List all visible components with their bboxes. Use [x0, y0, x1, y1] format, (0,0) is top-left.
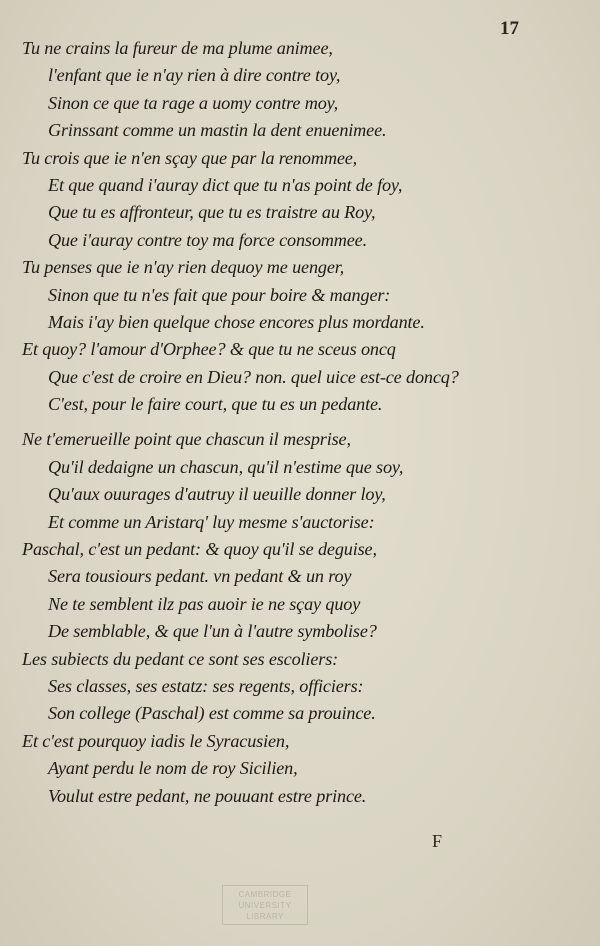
poem-line: Et c'est pourquoy iadis le Syracusien, [22, 730, 290, 751]
poem-line: De semblable, & que l'un à l'autre symbolise? [48, 621, 377, 642]
poem-line: Ayant perdu le nom de roy Sicilien, [48, 758, 298, 779]
poem-line: Et quoy? l'amour d'Orphee? & que tu ne sceus oncq [22, 339, 396, 360]
poem-line: Ne t'emerueille point que chascun il mesprise, [22, 429, 351, 450]
stanza-1 [22, 35, 582, 418]
poem-line: Sera tousiours pedant. vn pedant & un roy [48, 566, 352, 587]
poem-line: C'est, pour le faire court, que tu es un pedante. [48, 394, 383, 415]
poem-line: Que tu es affronteur, que tu es traistre au Roy, [48, 202, 376, 223]
poem-line: Sinon que tu n'es fait que pour boire & manger: [48, 284, 391, 305]
poem [22, 35, 582, 810]
poem-line: Tu ne crains la fureur de ma plume animee, [22, 38, 333, 58]
stamp-line: CAMBRIDGE [238, 890, 292, 899]
poem-line: Tu penses que ie n'ay rien dequoy me uenger, [22, 257, 345, 278]
stanza-2 [22, 426, 582, 809]
poem-line: l'enfant que ie n'ay rien à dire contre toy, [48, 65, 341, 86]
poem-line: Grinssant comme un mastin la dent enuenimee. [48, 120, 387, 141]
poem-line: Qu'il dedaigne un chascun, qu'il n'estime que soy, [48, 456, 404, 477]
poem-line: Tu crois que ie n'en sçay que par la renommee, [22, 147, 358, 168]
poem-line: Ses classes, ses estatz: ses regents, officiers: [48, 675, 364, 696]
poem-line: Les subiects du pedant ce sont ses escoliers: [22, 648, 339, 669]
poem-line: Que c'est de croire en Dieu? non. quel uice est-ce doncq? [48, 366, 459, 387]
poem-line: Et comme un Aristarq' luy mesme s'auctorise: [48, 511, 375, 532]
poem-line: Paschal, c'est un pedant: & quoy qu'il se deguise, [22, 539, 377, 560]
poem-line: Sinon ce que ta rage a uomy contre moy, [48, 92, 338, 113]
poem-line: Ne te semblent ilz pas auoir ie ne sçay quoy [48, 593, 361, 614]
poem-line: Son college (Paschal) est comme sa prouince. [48, 703, 376, 724]
page-number: 17 [500, 18, 519, 39]
signature-mark: F [432, 831, 443, 851]
stamp-line: UNIVERSITY [238, 901, 292, 910]
stamp-line: LIBRARY [246, 912, 284, 921]
stanza-break [22, 418, 582, 426]
poem-line: Mais i'ay bien quelque chose encores plus mordante. [48, 311, 425, 332]
library-stamp [222, 885, 308, 925]
poem-line: Qu'aux ouurages d'autruy il ueuille donner loy, [48, 484, 386, 505]
poem-line: Et que quand i'auray dict que tu n'as point de foy, [48, 174, 403, 195]
poem-line: Que i'auray contre toy ma force consommee. [48, 229, 367, 250]
poem-line: Voulut estre pedant, ne pouuant estre prince. [48, 785, 367, 806]
